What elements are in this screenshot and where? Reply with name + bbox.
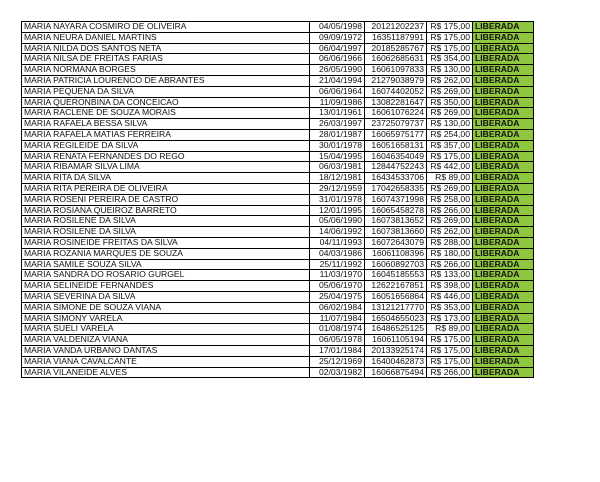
id-number-cell: 16351187991 bbox=[365, 32, 427, 43]
status-cell: LIBERADA bbox=[473, 259, 534, 270]
status-cell: LIBERADA bbox=[473, 281, 534, 292]
id-number-cell: 16062685631 bbox=[365, 54, 427, 65]
status-cell: LIBERADA bbox=[473, 291, 534, 302]
name-cell: MARIA NILDA DOS SANTOS NETA bbox=[22, 43, 310, 54]
status-cell: LIBERADA bbox=[473, 140, 534, 151]
name-cell: MARIA NILSA DE FREITAS FARIAS bbox=[22, 54, 310, 65]
amount-cell: R$ 175,00 bbox=[427, 43, 473, 54]
id-number-cell: 20185285767 bbox=[365, 43, 427, 54]
table-body bbox=[22, 22, 534, 378]
name-cell: MARIA PEQUENA DA SILVA bbox=[22, 86, 310, 97]
amount-cell: R$ 266,00 bbox=[427, 259, 473, 270]
id-number-cell: 12622167851 bbox=[365, 281, 427, 292]
name-cell: MARIA SEVERINA DA SILVA bbox=[22, 291, 310, 302]
birthdate-cell: 15/04/1995 bbox=[310, 151, 365, 162]
name-cell: MARIA ROSENI PEREIRA DE CASTRO bbox=[22, 194, 310, 205]
id-number-cell: 16045185553 bbox=[365, 270, 427, 281]
table-row bbox=[22, 335, 534, 346]
birthdate-cell: 11/09/1986 bbox=[310, 97, 365, 108]
id-number-cell: 16051656864 bbox=[365, 291, 427, 302]
id-number-cell: 12844752243 bbox=[365, 162, 427, 173]
table-row bbox=[22, 302, 534, 313]
spreadsheet-table bbox=[21, 21, 534, 378]
name-cell: MARIA ROSILENE DA SILVA bbox=[22, 216, 310, 227]
table-row bbox=[22, 270, 534, 281]
status-cell: LIBERADA bbox=[473, 335, 534, 346]
birthdate-cell: 05/06/1970 bbox=[310, 281, 365, 292]
name-cell: MARIA RAFAELA MATIAS FERREIRA bbox=[22, 129, 310, 140]
table-row bbox=[22, 97, 534, 108]
status-cell: LIBERADA bbox=[473, 97, 534, 108]
status-cell: LIBERADA bbox=[473, 129, 534, 140]
status-cell: LIBERADA bbox=[473, 32, 534, 43]
status-cell: LIBERADA bbox=[473, 216, 534, 227]
name-cell: MARIA RACLENE DE SOUZA MORAIS bbox=[22, 108, 310, 119]
table-row bbox=[22, 281, 534, 292]
birthdate-cell: 25/12/1969 bbox=[310, 356, 365, 367]
amount-cell: R$ 175,00 bbox=[427, 32, 473, 43]
amount-cell: R$ 269,00 bbox=[427, 183, 473, 194]
id-number-cell: 16400462873 bbox=[365, 356, 427, 367]
birthdate-cell: 02/03/1982 bbox=[310, 367, 365, 378]
table-row bbox=[22, 324, 534, 335]
status-cell: LIBERADA bbox=[473, 324, 534, 335]
table-row bbox=[22, 205, 534, 216]
amount-cell: R$ 130,00 bbox=[427, 65, 473, 76]
amount-cell: R$ 269,00 bbox=[427, 216, 473, 227]
name-cell: MARIA VILANEIDE ALVES bbox=[22, 367, 310, 378]
id-number-cell: 16060892703 bbox=[365, 259, 427, 270]
amount-cell: R$ 175,00 bbox=[427, 151, 473, 162]
table-row bbox=[22, 43, 534, 54]
id-number-cell: 16065975177 bbox=[365, 129, 427, 140]
name-cell: MARIA RENATA FERNANDES DO REGO bbox=[22, 151, 310, 162]
table-row bbox=[22, 237, 534, 248]
status-cell: LIBERADA bbox=[473, 356, 534, 367]
status-cell: LIBERADA bbox=[473, 345, 534, 356]
amount-cell: R$ 266,00 bbox=[427, 367, 473, 378]
name-cell: MARIA ROZANIA MARQUES DE SOUZA bbox=[22, 248, 310, 259]
amount-cell: R$ 175,00 bbox=[427, 22, 473, 33]
birthdate-cell: 06/03/1981 bbox=[310, 162, 365, 173]
table-row bbox=[22, 259, 534, 270]
name-cell: MARIA SAMILE SOUZA SILVA bbox=[22, 259, 310, 270]
amount-cell: R$ 254,00 bbox=[427, 129, 473, 140]
birthdate-cell: 06/02/1984 bbox=[310, 302, 365, 313]
amount-cell: R$ 266,00 bbox=[427, 205, 473, 216]
birthdate-cell: 26/03/1997 bbox=[310, 119, 365, 130]
id-number-cell: 16486525125 bbox=[365, 324, 427, 335]
name-cell: MARIA SANDRA DO ROSARIO GURGEL bbox=[22, 270, 310, 281]
table-row bbox=[22, 140, 534, 151]
name-cell: MARIA VALDENIZA VIANA bbox=[22, 335, 310, 346]
status-cell: LIBERADA bbox=[473, 22, 534, 33]
name-cell: MARIA REGILEIDE DA SILVA bbox=[22, 140, 310, 151]
id-number-cell: 16073813660 bbox=[365, 227, 427, 238]
amount-cell: R$ 89,00 bbox=[427, 324, 473, 335]
status-cell: LIBERADA bbox=[473, 119, 534, 130]
status-cell: LIBERADA bbox=[473, 313, 534, 324]
status-cell: LIBERADA bbox=[473, 43, 534, 54]
birthdate-cell: 04/05/1998 bbox=[310, 22, 365, 33]
id-number-cell: 13121217770 bbox=[365, 302, 427, 313]
status-cell: LIBERADA bbox=[473, 205, 534, 216]
amount-cell: R$ 89,00 bbox=[427, 173, 473, 184]
table-row bbox=[22, 248, 534, 259]
id-number-cell: 16061097833 bbox=[365, 65, 427, 76]
id-number-cell: 16074371998 bbox=[365, 194, 427, 205]
table-row bbox=[22, 194, 534, 205]
name-cell: MARIA SELINEIDE FERNANDES bbox=[22, 281, 310, 292]
table-row bbox=[22, 345, 534, 356]
status-cell: LIBERADA bbox=[473, 302, 534, 313]
amount-cell: R$ 262,00 bbox=[427, 75, 473, 86]
id-number-cell: 16051658131 bbox=[365, 140, 427, 151]
amount-cell: R$ 446,00 bbox=[427, 291, 473, 302]
name-cell: MARIA RITA PEREIRA DE OLIVEIRA bbox=[22, 183, 310, 194]
amount-cell: R$ 357,00 bbox=[427, 140, 473, 151]
table-row bbox=[22, 129, 534, 140]
name-cell: MARIA PATRICIA LOURENCO DE ABRANTES bbox=[22, 75, 310, 86]
amount-cell: R$ 133,00 bbox=[427, 270, 473, 281]
table-row bbox=[22, 54, 534, 65]
table-row bbox=[22, 108, 534, 119]
name-cell: MARIA NEURA DANIEL MARTINS bbox=[22, 32, 310, 43]
amount-cell: R$ 269,00 bbox=[427, 86, 473, 97]
table-row bbox=[22, 313, 534, 324]
name-cell: MARIA SIMONY VARELA bbox=[22, 313, 310, 324]
amount-cell: R$ 350,00 bbox=[427, 97, 473, 108]
status-cell: LIBERADA bbox=[473, 65, 534, 76]
birthdate-cell: 26/05/1990 bbox=[310, 65, 365, 76]
amount-cell: R$ 262,00 bbox=[427, 227, 473, 238]
id-number-cell: 20121202237 bbox=[365, 22, 427, 33]
name-cell: MARIA VIANA CAVALCANTE bbox=[22, 356, 310, 367]
birthdate-cell: 17/01/1984 bbox=[310, 345, 365, 356]
table-row bbox=[22, 32, 534, 43]
birthdate-cell: 04/03/1986 bbox=[310, 248, 365, 259]
name-cell: MARIA RITA DA SILVA bbox=[22, 173, 310, 184]
name-cell: MARIA SUELI VARELA bbox=[22, 324, 310, 335]
name-cell: MARIA ROSIANA QUEIROZ BARRETO bbox=[22, 205, 310, 216]
table-row bbox=[22, 86, 534, 97]
status-cell: LIBERADA bbox=[473, 237, 534, 248]
id-number-cell: 16066875494 bbox=[365, 367, 427, 378]
birthdate-cell: 30/01/1978 bbox=[310, 140, 365, 151]
status-cell: LIBERADA bbox=[473, 162, 534, 173]
status-cell: LIBERADA bbox=[473, 227, 534, 238]
status-cell: LIBERADA bbox=[473, 270, 534, 281]
id-number-cell: 16046354049 bbox=[365, 151, 427, 162]
birthdate-cell: 21/04/1994 bbox=[310, 75, 365, 86]
table-row bbox=[22, 367, 534, 378]
birthdate-cell: 12/01/1995 bbox=[310, 205, 365, 216]
table-row bbox=[22, 216, 534, 227]
birthdate-cell: 29/12/1959 bbox=[310, 183, 365, 194]
id-number-cell: 16072643079 bbox=[365, 237, 427, 248]
id-number-cell: 16074402052 bbox=[365, 86, 427, 97]
status-cell: LIBERADA bbox=[473, 86, 534, 97]
birthdate-cell: 04/11/1993 bbox=[310, 237, 365, 248]
table-row bbox=[22, 183, 534, 194]
table-row bbox=[22, 22, 534, 33]
amount-cell: R$ 442,00 bbox=[427, 162, 473, 173]
birthdate-cell: 09/09/1972 bbox=[310, 32, 365, 43]
birthdate-cell: 14/06/1992 bbox=[310, 227, 365, 238]
id-number-cell: 17042658335 bbox=[365, 183, 427, 194]
id-number-cell: 16434533706 bbox=[365, 173, 427, 184]
birthdate-cell: 06/04/1997 bbox=[310, 43, 365, 54]
name-cell: MARIA NAYARA COSMIRO DE OLIVEIRA bbox=[22, 22, 310, 33]
name-cell: MARIA NORMANA BORGES bbox=[22, 65, 310, 76]
birthdate-cell: 13/01/1961 bbox=[310, 108, 365, 119]
name-cell: MARIA RIBAMAR SILVA LIMA bbox=[22, 162, 310, 173]
amount-cell: R$ 180,00 bbox=[427, 248, 473, 259]
id-number-cell: 16504655023 bbox=[365, 313, 427, 324]
status-cell: LIBERADA bbox=[473, 75, 534, 86]
amount-cell: R$ 130,00 bbox=[427, 119, 473, 130]
table-row bbox=[22, 119, 534, 130]
birthdate-cell: 05/06/1990 bbox=[310, 216, 365, 227]
birthdate-cell: 18/12/1981 bbox=[310, 173, 365, 184]
id-number-cell: 16065458278 bbox=[365, 205, 427, 216]
amount-cell: R$ 288,00 bbox=[427, 237, 473, 248]
amount-cell: R$ 175,00 bbox=[427, 356, 473, 367]
table-row bbox=[22, 356, 534, 367]
name-cell: MARIA ROSINEIDE FREITAS DA SILVA bbox=[22, 237, 310, 248]
birthdate-cell: 06/06/1966 bbox=[310, 54, 365, 65]
name-cell: MARIA QUERONBINA DA CONCEICAO bbox=[22, 97, 310, 108]
table-row bbox=[22, 173, 534, 184]
name-cell: MARIA SIMONE DE SOUZA VIANA bbox=[22, 302, 310, 313]
status-cell: LIBERADA bbox=[473, 54, 534, 65]
status-cell: LIBERADA bbox=[473, 183, 534, 194]
birthdate-cell: 06/05/1978 bbox=[310, 335, 365, 346]
amount-cell: R$ 354,00 bbox=[427, 54, 473, 65]
id-number-cell: 20133925174 bbox=[365, 345, 427, 356]
birthdate-cell: 28/01/1987 bbox=[310, 129, 365, 140]
id-number-cell: 13082281647 bbox=[365, 97, 427, 108]
birthdate-cell: 11/07/1984 bbox=[310, 313, 365, 324]
id-number-cell: 16073813652 bbox=[365, 216, 427, 227]
status-cell: LIBERADA bbox=[473, 248, 534, 259]
birthdate-cell: 11/03/1970 bbox=[310, 270, 365, 281]
amount-cell: R$ 398,00 bbox=[427, 281, 473, 292]
id-number-cell: 16061076224 bbox=[365, 108, 427, 119]
table-row bbox=[22, 162, 534, 173]
status-cell: LIBERADA bbox=[473, 108, 534, 119]
table-row bbox=[22, 291, 534, 302]
id-number-cell: 21279038979 bbox=[365, 75, 427, 86]
table-row bbox=[22, 227, 534, 238]
amount-cell: R$ 258,00 bbox=[427, 194, 473, 205]
status-cell: LIBERADA bbox=[473, 194, 534, 205]
id-number-cell: 16061108396 bbox=[365, 248, 427, 259]
birthdate-cell: 25/11/1992 bbox=[310, 259, 365, 270]
table-row bbox=[22, 151, 534, 162]
birthdate-cell: 06/06/1964 bbox=[310, 86, 365, 97]
amount-cell: R$ 353,00 bbox=[427, 302, 473, 313]
status-cell: LIBERADA bbox=[473, 151, 534, 162]
birthdate-cell: 25/04/1975 bbox=[310, 291, 365, 302]
name-cell: MARIA RAFAELA BESSA SILVA bbox=[22, 119, 310, 130]
amount-cell: R$ 175,00 bbox=[427, 345, 473, 356]
birthdate-cell: 31/01/1978 bbox=[310, 194, 365, 205]
name-cell: MARIA VANDA URBANO DANTAS bbox=[22, 345, 310, 356]
name-cell: MARIA ROSILENE DA SILVA bbox=[22, 227, 310, 238]
status-cell: LIBERADA bbox=[473, 367, 534, 378]
status-cell: LIBERADA bbox=[473, 173, 534, 184]
amount-cell: R$ 173,00 bbox=[427, 313, 473, 324]
id-number-cell: 23725079737 bbox=[365, 119, 427, 130]
amount-cell: R$ 269,00 bbox=[427, 108, 473, 119]
amount-cell: R$ 175,00 bbox=[427, 335, 473, 346]
table-row bbox=[22, 75, 534, 86]
table-row bbox=[22, 65, 534, 76]
birthdate-cell: 01/08/1974 bbox=[310, 324, 365, 335]
id-number-cell: 16061105194 bbox=[365, 335, 427, 346]
